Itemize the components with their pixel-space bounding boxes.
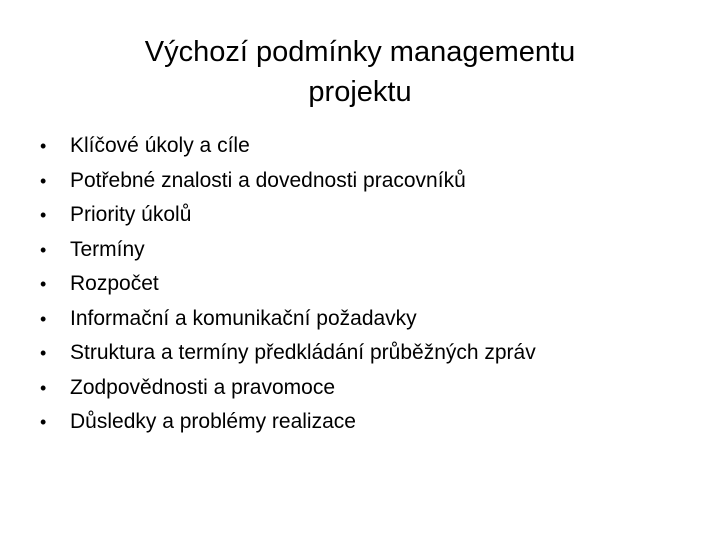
bullet-icon: • bbox=[40, 308, 47, 329]
bullet-item bbox=[40, 198, 680, 233]
bullet-item bbox=[40, 405, 680, 440]
bullet-item bbox=[40, 129, 680, 164]
bullet-icon: • bbox=[40, 274, 47, 294]
slide-title bbox=[60, 32, 660, 112]
bullet-icon: • bbox=[40, 170, 47, 191]
bullet-text: Zodpovědnosti a pravomoce bbox=[70, 375, 335, 399]
bullet-text: Klíčové úkoly a cíle bbox=[70, 134, 250, 157]
bullet-text: Priority úkolů bbox=[70, 203, 192, 226]
bullet-item bbox=[40, 371, 680, 406]
slide-title-line-1: Výchozí podmínky managementu bbox=[144, 36, 576, 68]
bullet-text: Struktura a termíny předkládání průběžných zpráv bbox=[70, 341, 536, 364]
bullet-text: Termíny bbox=[70, 237, 145, 261]
bullet-item bbox=[40, 233, 680, 268]
bullet-text: Důsledky a problémy realizace bbox=[70, 410, 356, 433]
bullet-item bbox=[40, 336, 680, 371]
bullet-list bbox=[40, 129, 680, 440]
slide-title-line-2: projektu bbox=[308, 76, 412, 108]
bullet-icon: • bbox=[40, 136, 47, 156]
bullet-icon: • bbox=[40, 412, 47, 432]
bullet-icon: • bbox=[40, 343, 47, 363]
bullet-item bbox=[40, 267, 680, 302]
bullet-icon: • bbox=[40, 239, 47, 260]
bullet-item bbox=[40, 164, 680, 199]
bullet-icon: • bbox=[40, 205, 47, 225]
bullet-icon: • bbox=[40, 377, 47, 398]
bullet-item bbox=[40, 302, 680, 337]
bullet-text: Potřebné znalosti a dovednosti pracovníků bbox=[70, 168, 466, 192]
bullet-text: Informační a komunikační požadavky bbox=[70, 306, 417, 330]
bullet-text: Rozpočet bbox=[70, 272, 159, 295]
